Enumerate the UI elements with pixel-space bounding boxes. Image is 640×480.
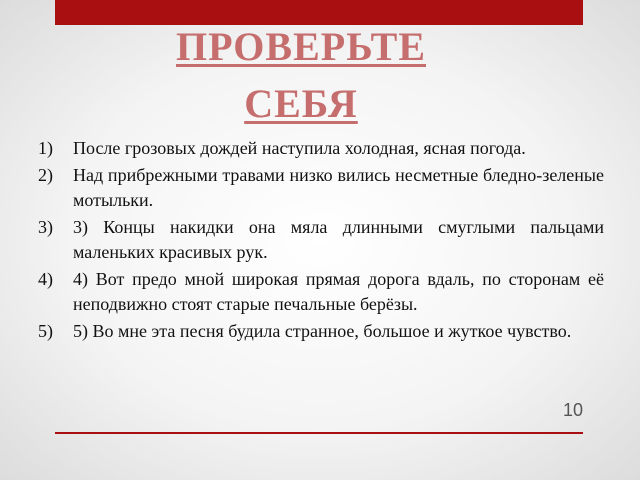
- answer-text: После грозовых дождей наступила холодная, ясная погода.: [73, 138, 526, 158]
- answer-number: 3): [38, 217, 53, 237]
- top-accent-bar: [55, 0, 583, 25]
- slide-title-line-2: СЕБЯ: [244, 81, 358, 126]
- answer-number: 2): [38, 165, 53, 185]
- answer-text: 3) Концы накидки она мяла длинными смуглыми пальцами маленьких красивых рук.: [73, 217, 604, 262]
- answer-item-3: [38, 215, 604, 265]
- answer-number: 5): [38, 321, 53, 341]
- answer-item-5: [38, 319, 604, 344]
- answer-list: [38, 136, 604, 346]
- answer-item-1: [38, 136, 604, 161]
- answer-text: 5) Во мне эта песня будила странное, большое и жуткое чувство.: [73, 321, 572, 341]
- slide-page-number: 10: [562, 400, 583, 420]
- answer-text: 4) Вот предо мной широкая прямая дорога вдаль, по сторонам её неподвижно стоят старые печальные берёзы.: [73, 269, 604, 314]
- bottom-divider: [55, 432, 583, 434]
- answer-text: Над прибрежными травами низко вились несметные бледно-зеленые мотыльки.: [73, 165, 604, 210]
- slide-title-line-1: ПРОВЕРЬТЕ: [175, 24, 426, 69]
- answer-item-4: [38, 267, 604, 317]
- answer-number: 1): [38, 138, 53, 158]
- answer-item-2: [38, 163, 604, 213]
- answer-number: 4): [38, 269, 53, 289]
